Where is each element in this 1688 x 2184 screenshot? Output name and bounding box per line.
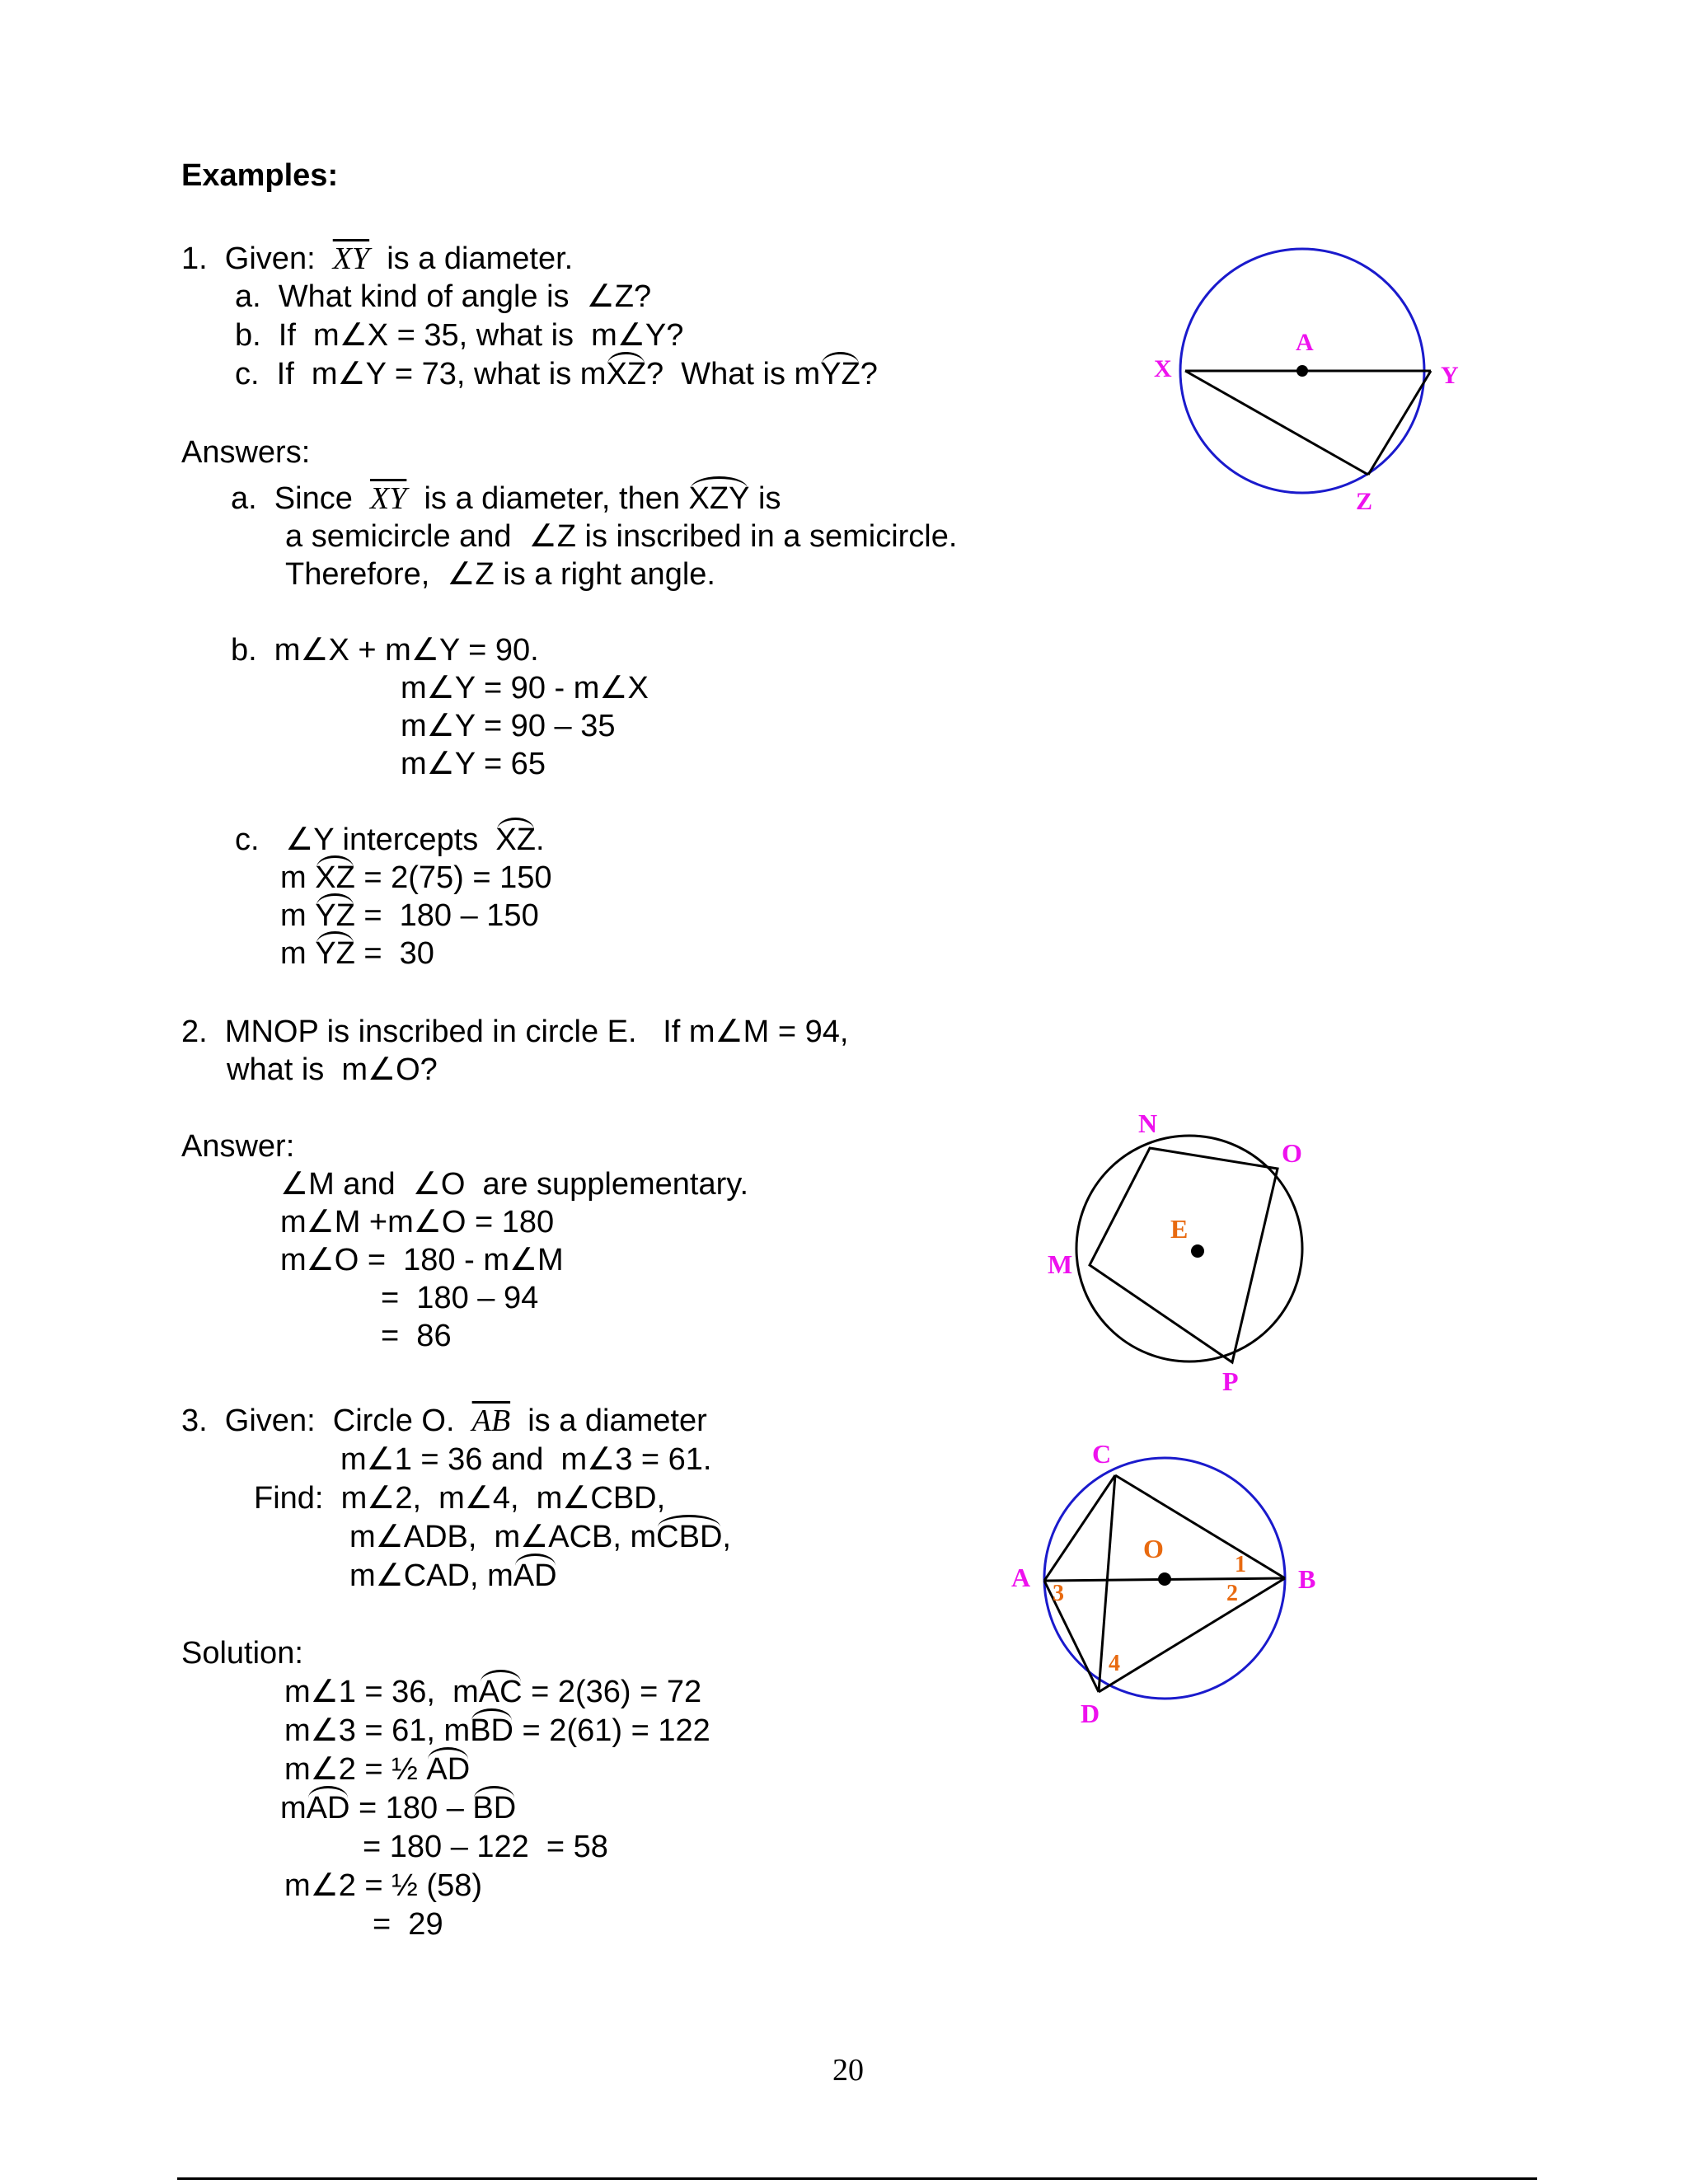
- text: is: [749, 481, 781, 516]
- solution-line5: = 180 – 122 = 58: [363, 1830, 608, 1864]
- ex2-line1: 2. MNOP is inscribed in circle E. If m∠M = 94,: [181, 1015, 849, 1049]
- quadrilateral-mnop: [1090, 1148, 1278, 1362]
- circle-e: [1076, 1136, 1302, 1361]
- segment-xy: $\overline{XY}$: [369, 481, 407, 516]
- answer2-title: Answer:: [181, 1129, 295, 1164]
- page-number: 20: [832, 2053, 864, 2088]
- text: c. ∠Y intercepts: [235, 823, 496, 857]
- arc-bd: BD: [472, 1791, 517, 1825]
- figure-circle-mnop: [1034, 1096, 1331, 1401]
- answer-c-line4: [280, 935, 434, 972]
- chord-db: [1099, 1578, 1285, 1692]
- label-a: A: [1296, 329, 1314, 356]
- text: .: [535, 823, 545, 857]
- text: m: [280, 898, 316, 933]
- label-z: Z: [1356, 488, 1373, 515]
- arc-ad: AD: [426, 1752, 471, 1787]
- ex3-line3: Find: m∠2, m∠4, m∠CBD,: [254, 1481, 666, 1516]
- text: ,: [722, 1520, 731, 1554]
- label-d: D: [1081, 1699, 1100, 1727]
- text: = 30: [354, 936, 434, 971]
- text: ? What is m: [646, 357, 821, 391]
- label-m: M: [1048, 1249, 1073, 1279]
- text: 3. Given: Circle O.: [181, 1404, 472, 1438]
- ex3-line1: [181, 1402, 707, 1440]
- angle-label-1: 1: [1235, 1552, 1246, 1577]
- text: m∠3 = 61, m: [284, 1713, 471, 1748]
- answer2-line3: m∠O = 180 - m∠M: [280, 1243, 564, 1277]
- footer-rule: [177, 2177, 1537, 2180]
- figure-circle-xyz: [1137, 239, 1467, 536]
- text: 1. Given:: [181, 241, 333, 276]
- ex1-part-b: b. If m∠X = 35, what is m∠Y?: [235, 318, 684, 353]
- text: m∠2 = ½: [284, 1752, 427, 1787]
- arc-yz: YZ: [820, 357, 860, 391]
- arc-ad: AD: [513, 1558, 557, 1593]
- text: m∠1 = 36, m: [284, 1675, 479, 1709]
- text: a. Since: [231, 481, 370, 516]
- answer-a-line2: a semicircle and ∠Z is inscribed in a semicircle.: [285, 519, 958, 554]
- arc-ad: AD: [306, 1791, 350, 1825]
- solution-line4: [280, 1789, 516, 1827]
- answer-c-line2: [280, 859, 552, 897]
- ex3-line5: [349, 1557, 557, 1595]
- arc-xz: XZ: [315, 860, 355, 895]
- text: is a diameter, then: [406, 481, 689, 516]
- text: = 180 –: [349, 1791, 473, 1825]
- text: m: [280, 936, 316, 971]
- ex1-line1: [181, 240, 573, 278]
- text: m: [280, 860, 316, 895]
- ex1-part-a: a. What kind of angle is ∠Z?: [235, 279, 652, 314]
- center-point: [1296, 365, 1308, 377]
- answer-c-line1: [235, 821, 545, 859]
- answer2-line4: = 180 – 94: [381, 1281, 539, 1315]
- chord-zy: [1368, 371, 1431, 475]
- text: = 180 – 150: [354, 898, 539, 933]
- label-n: N: [1138, 1108, 1158, 1138]
- arc-xzy: XZY: [688, 481, 750, 516]
- label-x: X: [1154, 355, 1172, 382]
- answer-b-line3: m∠Y = 90 – 35: [401, 709, 616, 743]
- text: m∠ADB, m∠ACB, m: [349, 1520, 657, 1554]
- ex3-line2: m∠1 = 36 and m∠3 = 61.: [340, 1442, 712, 1477]
- label-p: P: [1222, 1366, 1239, 1396]
- center-point: [1191, 1244, 1204, 1258]
- arc-ac: AC: [478, 1675, 523, 1709]
- angle-label-3: 3: [1053, 1581, 1064, 1606]
- text: = 2(75) = 150: [354, 860, 552, 895]
- solution-line1: [284, 1673, 701, 1711]
- solution-line2: [284, 1712, 710, 1750]
- solution-line3: [284, 1750, 470, 1788]
- arc-xz: XZ: [606, 357, 647, 391]
- chord-cb: [1115, 1475, 1285, 1578]
- ex3-line4: [349, 1518, 731, 1556]
- answer2-line5: = 86: [381, 1319, 452, 1353]
- answer-b-line2: m∠Y = 90 - m∠X: [401, 671, 649, 705]
- answer-a-line1: [231, 480, 781, 518]
- solution-line6: m∠2 = ½ (58): [284, 1868, 482, 1903]
- arc-cbd: CBD: [656, 1520, 723, 1554]
- arc-xz: XZ: [495, 823, 536, 857]
- label-o: O: [1143, 1534, 1164, 1563]
- text: = 2(61) = 122: [513, 1713, 710, 1748]
- text: ?: [860, 357, 878, 391]
- label-c: C: [1092, 1439, 1112, 1469]
- text: is a diameter: [510, 1404, 707, 1438]
- heading: Examples:: [181, 158, 339, 193]
- answer2-line2: m∠M +m∠O = 180: [280, 1205, 555, 1240]
- chord-xz: [1185, 371, 1368, 475]
- arc-yz: YZ: [315, 898, 355, 933]
- answers-title: Answers:: [181, 435, 311, 470]
- text: is a diameter.: [369, 241, 574, 276]
- answer-a-line3: Therefore, ∠Z is a right angle.: [285, 557, 715, 592]
- figure-circle-o: [1001, 1430, 1348, 1727]
- label-y: Y: [1441, 362, 1459, 389]
- label-o: O: [1282, 1138, 1302, 1168]
- angle-label-4: 4: [1109, 1651, 1120, 1676]
- label-b: B: [1298, 1564, 1316, 1594]
- text: c. If m∠Y = 73, what is m: [235, 357, 607, 391]
- answer2-line1: ∠M and ∠O are supplementary.: [280, 1167, 748, 1202]
- text: m: [280, 1791, 307, 1825]
- text: = 2(36) = 72: [522, 1675, 702, 1709]
- ex1-part-c: [235, 355, 878, 393]
- solution-line7: = 29: [373, 1907, 443, 1942]
- ex2-line2: what is m∠O?: [227, 1052, 438, 1087]
- center-point: [1158, 1572, 1171, 1586]
- arc-yz: YZ: [315, 936, 355, 971]
- segment-ab: $\overline{AB}$: [471, 1404, 511, 1438]
- label-e: E: [1170, 1214, 1189, 1244]
- segment-xy: $\overline{XY}$: [332, 241, 370, 276]
- label-a: A: [1011, 1563, 1031, 1592]
- solution-title: Solution:: [181, 1636, 303, 1671]
- text: m∠CAD, m: [349, 1558, 513, 1593]
- answer-b-line1: b. m∠X + m∠Y = 90.: [231, 633, 539, 668]
- answer-c-line3: [280, 897, 539, 935]
- answer-b-line4: m∠Y = 65: [401, 747, 546, 781]
- arc-bd: BD: [470, 1713, 513, 1748]
- angle-label-2: 2: [1226, 1581, 1238, 1606]
